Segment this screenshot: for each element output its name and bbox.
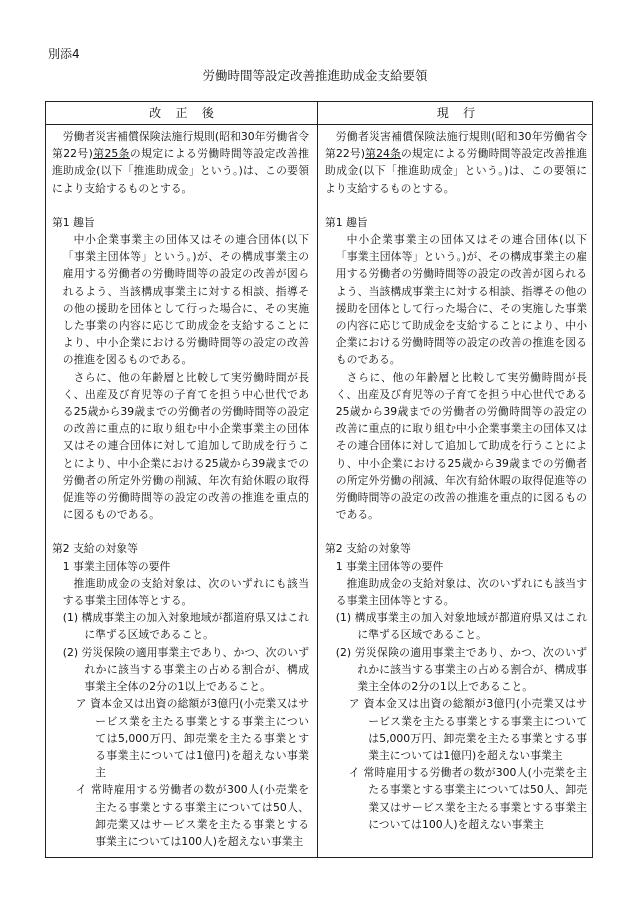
header-current: 現行: [436, 106, 490, 120]
column-divider: [317, 102, 318, 857]
intro-text-a: 労働者災害補償保険法施行規則(昭和30年労働省令第22号): [52, 130, 309, 161]
section1-paragraph2: さらに、他の年齢層と比較して実労働時間が長く、出産及び育児等の子育てを担う中心世代である25歳から39歳までの労働者の労働時間等の設定の改善に重点的に取り組む中小企業事業主の団体又はその連合団体に対して追加して助成を行うことにより、中小企業における25歳から39歳までの労働者の所定外労働の削減、年次有給休暇の取得促進等の労働時間等の設定の改善の推進を重点的に図るものである。: [335, 370, 587, 522]
section2-sub1: (1) 構成事業主の加入対象地域が都道府県又はこれに準ずる区域であること。: [62, 611, 309, 642]
section2-item1-text: 推進助成金の支給対象は、次のいずれにも該当する事業主団体等とする。: [335, 576, 587, 608]
section1-heading: 第1 趣旨: [52, 215, 95, 229]
current-article: 第24条: [365, 147, 401, 161]
section2-sub-a: ア 資本金又は出資の総額が3億円(小売業又はサービス業を主たる事業とする事業主については5,000万円、卸売業を主たる事業とする事業主については1億円)を超えない事業主: [348, 697, 587, 762]
intro-paragraph: [325, 128, 587, 197]
section2-item1: 1 事業主団体等の要件: [335, 559, 444, 573]
section1-paragraph1: 中小企業事業主の団体又はその連合団体(以下「事業主団体等」という。)が、その構成事業主の雇用する労働者の労働時間等の設定の改善が図られるよう、当該構成事業主に対する相談、指導その他の援助を団体として行った場合に、その実施した事業の内容に応じて助成金を支給することにより、中小企業における労働時間等の設定の改善の推進を図るものである。: [335, 233, 587, 367]
intro-paragraph: [52, 128, 309, 197]
section2-item1-text: 推進助成金の支給対象は、次のいずれにも該当する事業主団体等とする。: [62, 576, 309, 608]
section2-sub-i: イ 常時雇用する労働者の数が300人(小売業を主たる事業とする事業主については50人、卸売業又はサービス業を主たる事業とする事業主については100人)を超えない事業主: [75, 783, 309, 848]
section2-sub1: (1) 構成事業主の加入対象地域が都道府県又はこれに準ずる区域であること。: [335, 611, 587, 642]
section2-sub-a: ア 資本金又は出資の総額が3億円(小売業又はサービス業を主たる事業とする事業主については5,000万円、卸売業を主たる事業とする事業主については1億円)を超えない事業主: [75, 697, 309, 780]
section1-heading: 第1 趣旨: [325, 215, 368, 229]
section2-heading: 第2 支給の対象等: [52, 542, 138, 556]
document-title: 労働時間等設定改善推進助成金支給要領: [202, 68, 428, 83]
section2-sub-i: イ 常時雇用する労働者の数が300人(小売業を主たる事業とする事業主については50人、卸売業又はサービス業を主たる事業とする事業主については100人)を超えない事業主: [348, 766, 587, 831]
intro-text-b: の規定による労働時間等設定改善推進助成金(以下「推進助成金」という。)は、この要領により支給するものとする。: [325, 147, 587, 195]
revised-column: [52, 128, 309, 850]
current-column: [325, 128, 587, 833]
comparison-table: [45, 101, 593, 858]
header-rule: [46, 124, 592, 125]
amended-article: 第25条: [92, 147, 130, 161]
intro-text-a: 労働者災害補償保険法施行規則(昭和30年労働省令第22号): [325, 130, 587, 161]
section2-sub2: (2) 労災保険の適用事業主であり、かつ、次のいずれかに該当する事業主の占める割合が、構成事業主全体の2分の1以上であること。: [335, 645, 587, 694]
section2-item1: 1 事業主団体等の要件: [62, 559, 171, 573]
intro-text-b: の規定による労働時間等設定改善推進助成金(以下「推進助成金」という。)は、この要領により支給するものとする。: [52, 147, 310, 195]
section1-paragraph1: 中小企業事業主の団体又はその連合団体(以下「事業主団体等」という。)が、その構成事業主の雇用する労働者の労働時間等の設定の改善が図られるよう、当該構成事業主に対する相談、指導その他の援助を団体として行った場合に、その実施した事業の内容に応じて助成金を支給することにより、中小企業における労働時間等の設定の改善の推進を図るものである。: [62, 233, 309, 367]
header-revised: 改正後: [149, 106, 229, 120]
section2-sub2: (2) 労災保険の適用事業主であり、かつ、次のいずれかに該当する事業主の占める割合が、構成事業主全体の2分の1以上であること。: [62, 645, 309, 694]
section1-paragraph2: さらに、他の年齢層と比較して実労働時間が長く、出産及び育児等の子育てを担う中心世代である25歳から39歳までの労働者の労働時間等の設定の改善に重点的に取り組む中小企業事業主の団体又はその連合団体に対して追加して助成を行うことにより、中小企業における25歳から39歳までの労働者の所定外労働の削減、年次有給休暇の取得促進等の労働時間等の設定の改善の推進を重点的に図るものである。: [62, 370, 309, 522]
attachment-label: 別添4: [48, 47, 80, 61]
section2-heading: 第2 支給の対象等: [325, 542, 411, 556]
